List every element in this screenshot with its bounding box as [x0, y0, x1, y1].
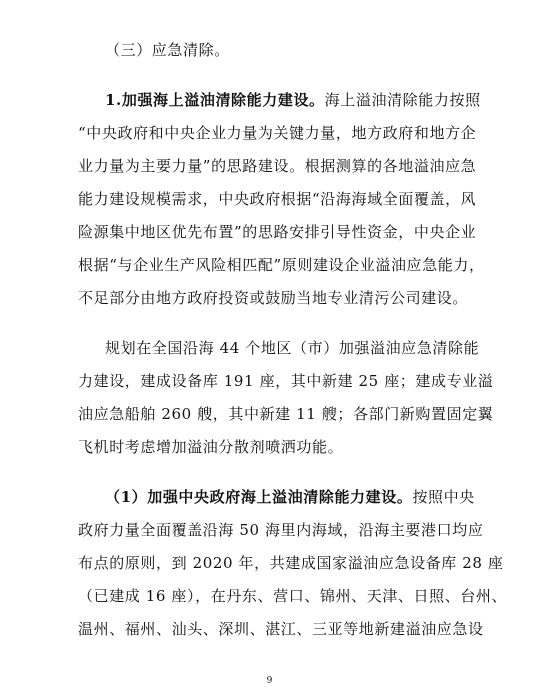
page-number: 9 [266, 676, 273, 686]
para3-line4-text: （已建成 16 座），在丹东、营口、锦州、天津、日照、台州、 [78, 587, 508, 605]
para1-line7-text: 不足部分由地方政府投资或鼓励当地专业清污公司建设。 [78, 289, 469, 307]
para2-line2-text: 力建设，建成设备库 191 座，其中新建 25 座；建成专业溢 [78, 372, 494, 390]
section-heading [105, 39, 495, 61]
para1-line6 [78, 254, 485, 276]
para3-line5-text: 温州、福州、汕头、深圳、湛江、三亚等地新建溢油应急设 [78, 620, 484, 638]
para1-line5-text: 险源集中地区优先布置”的思路安排引导性资金，中央企业 [78, 223, 477, 241]
section-heading-text: （三）应急清除。 [105, 41, 230, 59]
para3-bold-lead: （1）加强中央政府海上溢油清除能力建设。 [105, 488, 413, 506]
para3-line3-text: 布点的原则，到 2020 年，共建成国家溢油应急设备库 28 座 [78, 554, 504, 572]
para1-line2 [78, 122, 477, 144]
para3-line2 [78, 519, 484, 541]
para3-line3 [78, 552, 504, 574]
para3-line2-text: 政府力量全面覆盖沿海 50 海里内海域，沿海主要港口均应 [78, 521, 484, 539]
para1-line1 [105, 89, 495, 111]
para1-line3-text: 业力量为主要力量”的思路建设。根据测算的各地溢油应急 [78, 157, 477, 175]
para2-line1-text: 规划在全国沿海 44 个地区（市）加强溢油应急清除能 [105, 339, 480, 357]
para3-line5 [78, 618, 484, 640]
para1-line4-text: 能力建设规模需求，中央政府根据“沿海海域全面覆盖，风 [78, 190, 477, 208]
para1-line6-text: 根据“与企业生产风险相匹配”原则建设企业溢油应急能力， [78, 256, 485, 274]
para1-line5 [78, 221, 477, 243]
para3-line1 [105, 486, 495, 508]
para2-line4-text: 飞机时考虑增加溢油分散剂喷洒功能。 [78, 438, 344, 456]
para1-line7 [78, 287, 468, 309]
para2-line4 [78, 436, 468, 458]
para2-line1 [105, 337, 495, 359]
para1-line4 [78, 188, 477, 210]
para3-line4 [78, 585, 508, 607]
para2-line3 [78, 403, 494, 425]
para1-line3 [78, 155, 477, 177]
para1-line2-text: “中央政府和中央企业力量为关键力量，地方政府和地方企 [78, 124, 477, 142]
para2-line3-text: 油应急船舶 260 艘，其中新建 11 艘；各部门新购置固定翼 [78, 405, 494, 423]
para2-line2 [78, 370, 494, 392]
para1-line1-rest: 海上溢油清除能力按照 [324, 91, 481, 109]
para3-line1-rest: 按照中央 [412, 488, 475, 506]
para1-bold-lead: 1.加强海上溢油清除能力建设。 [105, 91, 325, 109]
